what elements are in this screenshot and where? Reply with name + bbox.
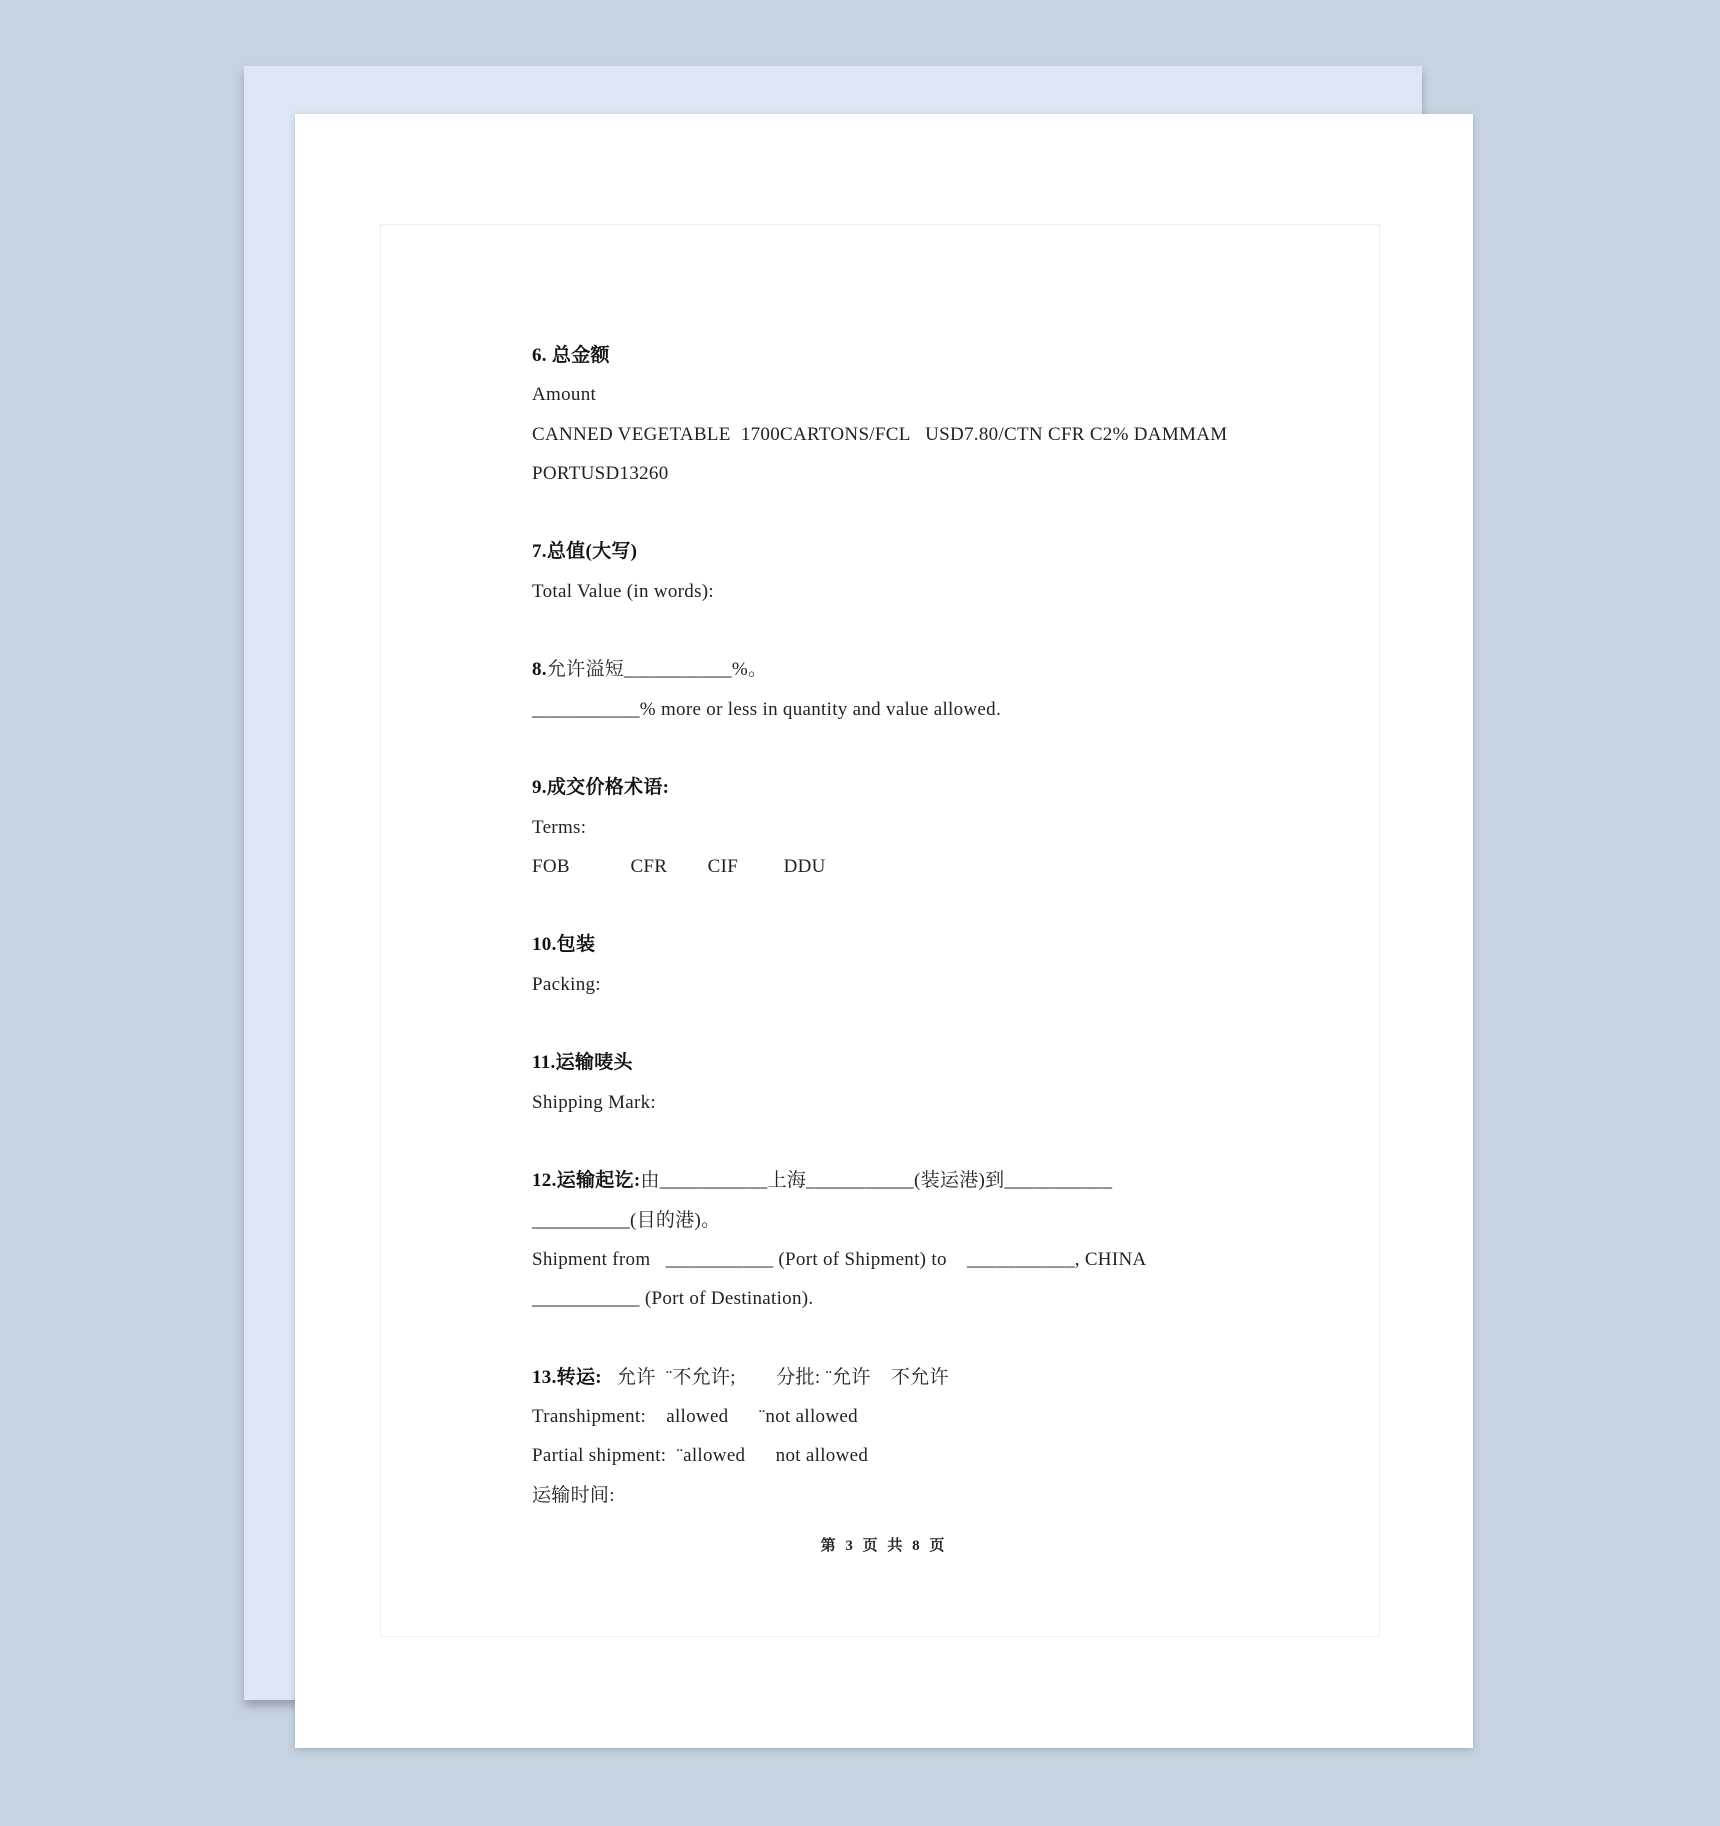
amount-detail-line-1: CANNED VEGETABLE 1700CARTONS/FCL USD7.80/CTN CFR C2% DAMMAM: [532, 423, 1228, 445]
section-12-heading: [532, 1161, 1292, 1200]
spacer: [532, 611, 1292, 650]
page-number-footer: 第 3 页 共 8 页: [820, 1538, 948, 1554]
spacer: [532, 886, 1292, 925]
amount-label: Amount: [532, 384, 597, 406]
section-10-heading: 10.包装: [532, 934, 596, 956]
destination-port-line: __________(目的港)。: [532, 1209, 721, 1231]
shipping-mark-label: Shipping Mark:: [532, 1091, 657, 1113]
section-12-text: 由___________上海___________(装运港)到___________: [640, 1170, 1113, 1192]
transhipment-line: Transhipment: allowed ¨not allowed: [532, 1406, 858, 1428]
section-6-heading: 6. 总金额: [532, 345, 610, 366]
spacer: [532, 1122, 1292, 1161]
section-13-heading: [532, 1358, 1292, 1397]
more-or-less-clause: ___________% more or less in quantity and value allowed.: [532, 698, 1002, 720]
terms-options: FOB CFR CIF DDU: [532, 855, 826, 877]
amount-detail-line-2: PORTUSD13260: [532, 462, 669, 484]
page-content: [532, 336, 1292, 1515]
terms-label: Terms:: [532, 816, 587, 838]
section-13-options: 允许 ¨不允许; 分批: ¨允许 不允许: [601, 1366, 949, 1388]
section-7-heading: 7.总值(大写): [532, 541, 638, 563]
packing-label: Packing:: [532, 973, 601, 995]
document-page: [295, 114, 1473, 1748]
section-8-heading: [532, 650, 1292, 689]
section-8-text: 允许溢短___________%。: [546, 659, 768, 681]
section-8-number: 8.: [532, 659, 547, 681]
section-9-heading: 9.成交价格术语:: [532, 777, 670, 799]
transport-time-label: 运输时间:: [532, 1484, 615, 1506]
spacer: [532, 1318, 1292, 1357]
total-value-label: Total Value (in words):: [532, 580, 714, 602]
section-11-heading: 11.运输唛头: [532, 1052, 633, 1074]
shipment-from-line: Shipment from ___________ (Port of Shipment) to ___________, CHINA: [532, 1248, 1147, 1270]
spacer: [532, 1004, 1292, 1043]
spacer: [532, 493, 1292, 532]
section-12-title: 12.运输起讫:: [532, 1170, 641, 1192]
section-13-title: 13.转运:: [532, 1366, 602, 1388]
port-of-destination-line: ___________ (Port of Destination).: [532, 1288, 814, 1310]
partial-shipment-line: Partial shipment: ¨allowed not allowed: [532, 1445, 869, 1467]
spacer: [532, 729, 1292, 768]
